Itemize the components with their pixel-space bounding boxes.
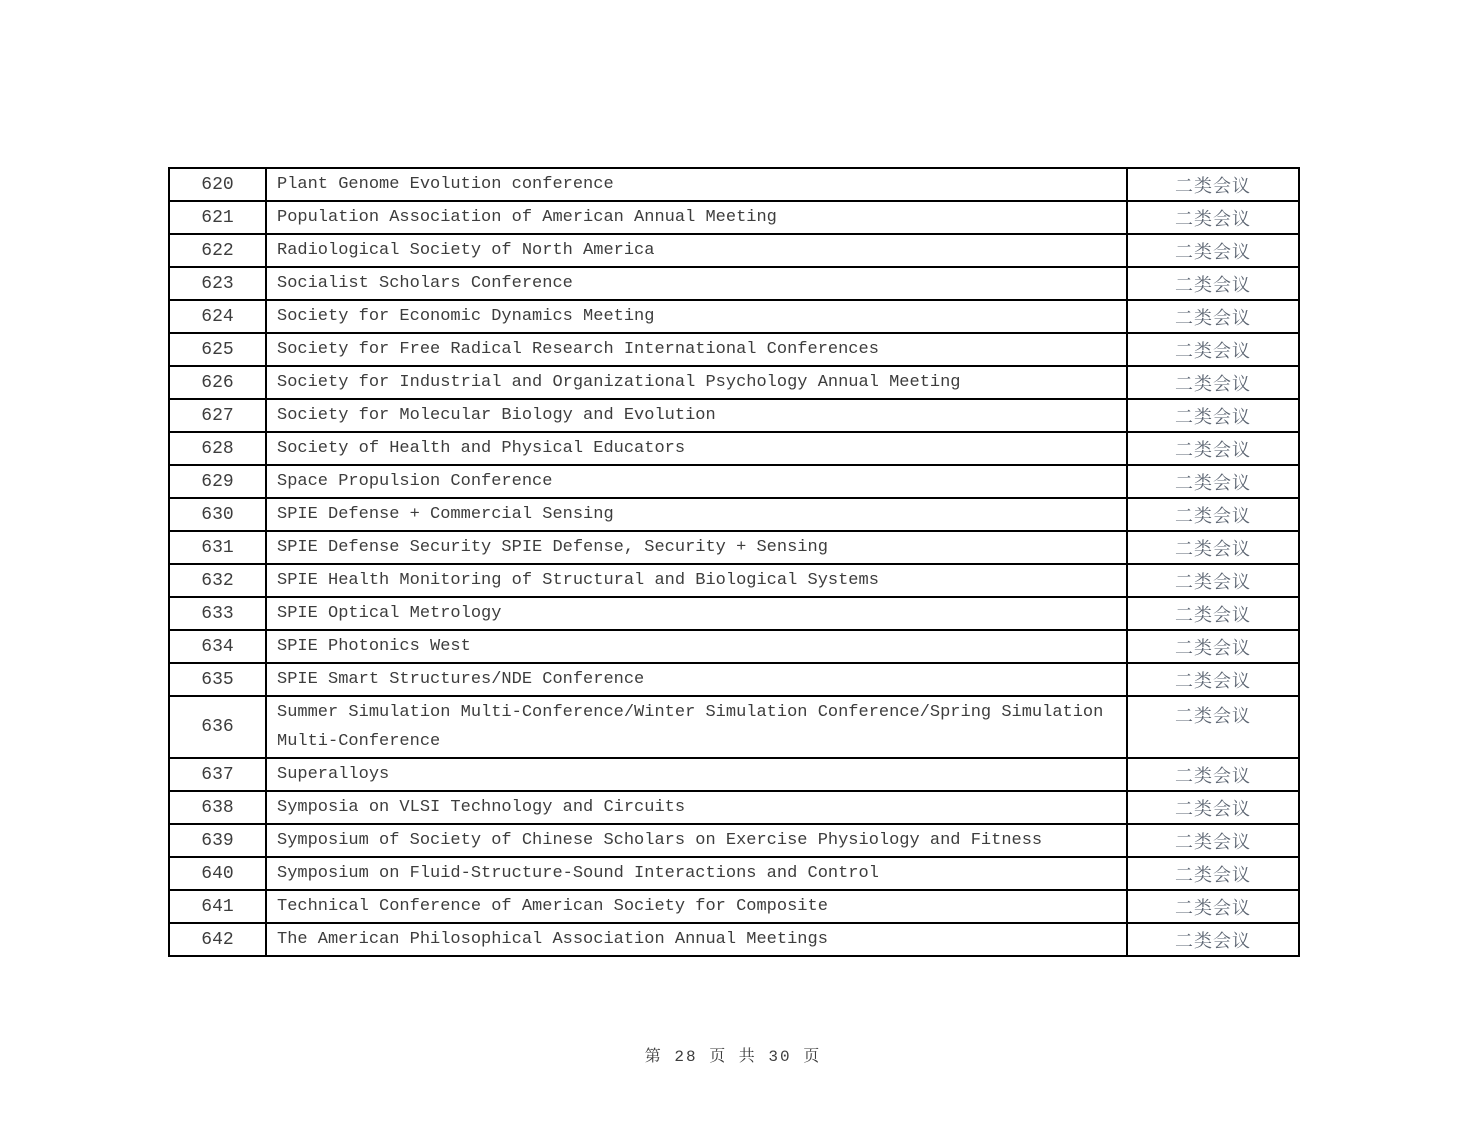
table-row [169, 564, 1299, 597]
page-footer: 第 28 页 共 30 页 [644, 1048, 822, 1066]
category-label: 二类会议 [1127, 234, 1299, 267]
conference-name: SPIE Optical Metrology [266, 597, 1127, 630]
row-number: 641 [169, 890, 266, 923]
category-label: 二类会议 [1127, 399, 1299, 432]
table-row [169, 857, 1299, 890]
table-row [169, 399, 1299, 432]
table-row [169, 791, 1299, 824]
table-body [169, 168, 1299, 956]
conference-name: Socialist Scholars Conference [266, 267, 1127, 300]
table-row [169, 234, 1299, 267]
row-number: 626 [169, 366, 266, 399]
table-row [169, 531, 1299, 564]
table-row [169, 465, 1299, 498]
conference-name: Symposium on Fluid-Structure-Sound Interactions and Control [266, 857, 1127, 890]
category-label: 二类会议 [1127, 465, 1299, 498]
category-label: 二类会议 [1127, 923, 1299, 956]
conference-name: Society of Health and Physical Educators [266, 432, 1127, 465]
category-label: 二类会议 [1127, 300, 1299, 333]
category-label: 二类会议 [1127, 630, 1299, 663]
conference-name: Symposium of Society of Chinese Scholars on Exercise Physiology and Fitness [266, 824, 1127, 857]
row-number: 633 [169, 597, 266, 630]
conference-name: Population Association of American Annual Meeting [266, 201, 1127, 234]
category-label: 二类会议 [1127, 432, 1299, 465]
category-label: 二类会议 [1127, 791, 1299, 824]
table-row [169, 890, 1299, 923]
conference-table [168, 167, 1300, 957]
row-number: 639 [169, 824, 266, 857]
category-label: 二类会议 [1127, 824, 1299, 857]
row-number: 642 [169, 923, 266, 956]
row-number: 631 [169, 531, 266, 564]
row-number: 627 [169, 399, 266, 432]
table-row [169, 300, 1299, 333]
conference-name: Superalloys [266, 758, 1127, 791]
category-label: 二类会议 [1127, 267, 1299, 300]
category-label: 二类会议 [1127, 531, 1299, 564]
category-label: 二类会议 [1127, 696, 1299, 758]
row-number: 622 [169, 234, 266, 267]
conference-name: Symposia on VLSI Technology and Circuits [266, 791, 1127, 824]
table-row [169, 366, 1299, 399]
row-number: 620 [169, 168, 266, 201]
table-row [169, 824, 1299, 857]
conference-name: Radiological Society of North America [266, 234, 1127, 267]
category-label: 二类会议 [1127, 498, 1299, 531]
conference-name: Society for Molecular Biology and Evolution [266, 399, 1127, 432]
row-number: 638 [169, 791, 266, 824]
table-row [169, 333, 1299, 366]
category-label: 二类会议 [1127, 201, 1299, 234]
row-number: 630 [169, 498, 266, 531]
conference-name: SPIE Defense Security SPIE Defense, Security + Sensing [266, 531, 1127, 564]
row-number: 624 [169, 300, 266, 333]
table-row [169, 696, 1299, 758]
row-number: 640 [169, 857, 266, 890]
row-number: 629 [169, 465, 266, 498]
table-row [169, 597, 1299, 630]
table-row [169, 168, 1299, 201]
row-number: 625 [169, 333, 266, 366]
table-row [169, 663, 1299, 696]
table-row [169, 630, 1299, 663]
category-label: 二类会议 [1127, 663, 1299, 696]
row-number: 636 [169, 696, 266, 758]
table-row [169, 923, 1299, 956]
row-number: 632 [169, 564, 266, 597]
category-label: 二类会议 [1127, 333, 1299, 366]
row-number: 621 [169, 201, 266, 234]
row-number: 635 [169, 663, 266, 696]
conference-name: The American Philosophical Association Annual Meetings [266, 923, 1127, 956]
table-row [169, 432, 1299, 465]
row-number: 637 [169, 758, 266, 791]
conference-name: Plant Genome Evolution conference [266, 168, 1127, 201]
category-label: 二类会议 [1127, 564, 1299, 597]
conference-name: SPIE Smart Structures/NDE Conference [266, 663, 1127, 696]
category-label: 二类会议 [1127, 366, 1299, 399]
category-label: 二类会议 [1127, 758, 1299, 791]
conference-name: SPIE Photonics West [266, 630, 1127, 663]
category-label: 二类会议 [1127, 857, 1299, 890]
conference-name: Society for Economic Dynamics Meeting [266, 300, 1127, 333]
conference-name: SPIE Health Monitoring of Structural and Biological Systems [266, 564, 1127, 597]
table-row [169, 758, 1299, 791]
conference-name: Summer Simulation Multi-Conference/Winter Simulation Conference/Spring Simulation Multi-Conference [266, 696, 1127, 758]
table-row [169, 201, 1299, 234]
row-number: 634 [169, 630, 266, 663]
conference-name: Space Propulsion Conference [266, 465, 1127, 498]
category-label: 二类会议 [1127, 597, 1299, 630]
category-label: 二类会议 [1127, 168, 1299, 201]
table-row [169, 267, 1299, 300]
conference-name: SPIE Defense + Commercial Sensing [266, 498, 1127, 531]
table-row [169, 498, 1299, 531]
conference-name: Society for Free Radical Research International Conferences [266, 333, 1127, 366]
category-label: 二类会议 [1127, 890, 1299, 923]
conference-table-container [168, 167, 1298, 957]
conference-name: Society for Industrial and Organizational Psychology Annual Meeting [266, 366, 1127, 399]
row-number: 623 [169, 267, 266, 300]
conference-name: Technical Conference of American Society for Composite [266, 890, 1127, 923]
row-number: 628 [169, 432, 266, 465]
